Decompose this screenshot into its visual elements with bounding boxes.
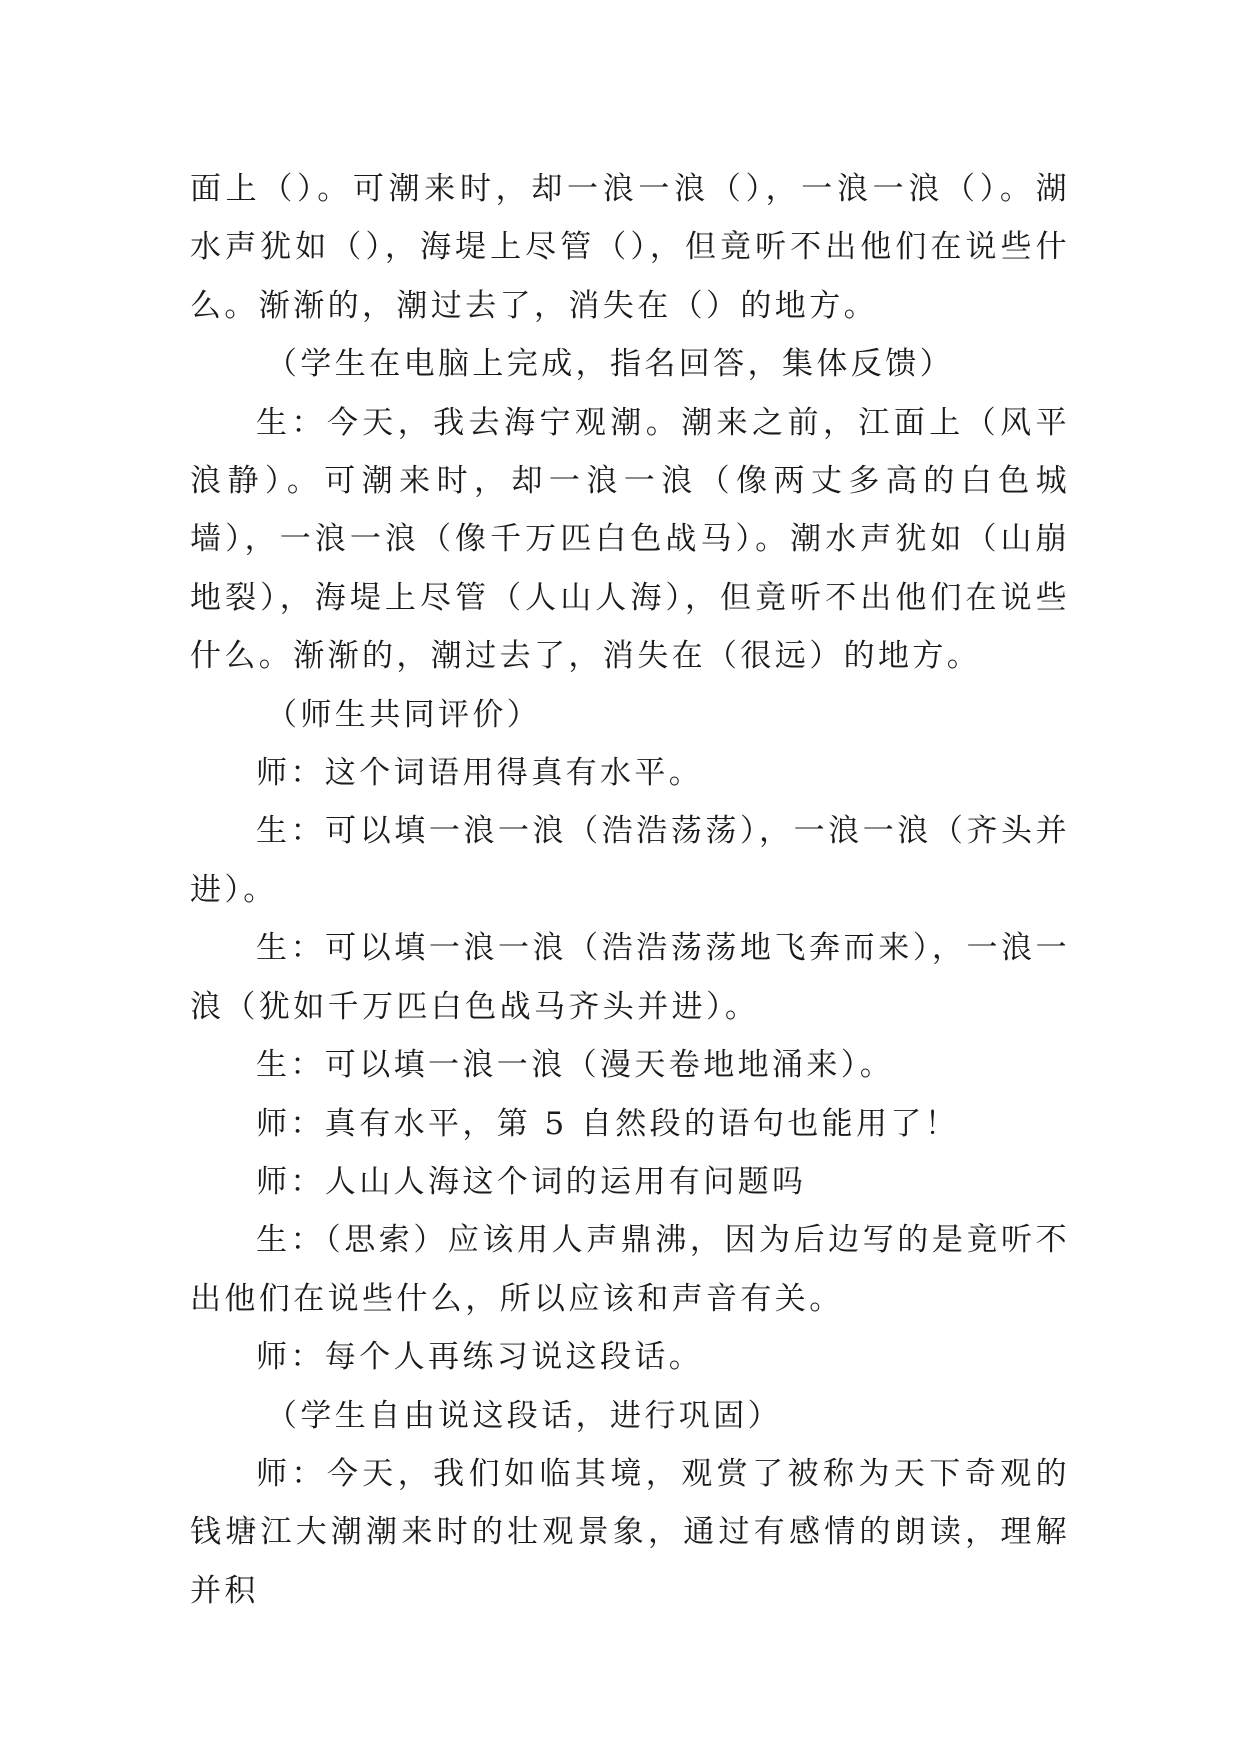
paragraph-teacher-summary: 师：今天，我们如临其境，观赏了被称为天下奇观的钱塘江大潮潮来时的壮观景象，通过有感情的朗读，理解并积: [190, 1455, 1070, 1609]
paragraph-fill-in-template: 面上（）。可潮来时，却一浪一浪（），一浪一浪（）。湖水声犹如（），海堤上尽管（），但竟听不出他们在说些什么。渐渐的，潮过去了，消失在（）的地方。: [190, 171, 1070, 324]
paragraph-student-answer-4: 生：可以填一浪一浪（漫天卷地地涌来）。: [256, 1047, 895, 1084]
paragraph-teacher-question: 师：人山人海这个词的运用有问题吗: [256, 1163, 807, 1200]
paragraph-note-evaluation: （师生共同评价）: [266, 696, 542, 733]
paragraph-teacher-comment: 师：真有水平，第 5 自然段的语句也能用了！: [256, 1105, 960, 1142]
paragraph-student-answer: 生：今天，我去海宁观潮。潮来之前，江面上（风平浪静）。可潮来时，却一浪一浪（像两丈多高的白色城墙），一浪一浪（像千万匹白色战马）。潮水声犹如（山崩地裂），海堤上尽管（人山人海），但竟听不出他们在说些什么。渐渐的，潮过去了，消失在（很远）的地方。: [190, 404, 1070, 675]
paragraph-student-answer-2: 生：可以填一浪一浪（浩浩荡荡），一浪一浪（齐头并进）。: [190, 813, 1070, 908]
paragraph-student-reflection: 生：（思索）应该用人声鼎沸，因为后边写的是竟听不出他们在说些什么，所以应该和声音有关。: [190, 1222, 1070, 1317]
paragraph-note-practice: （学生自由说这段话，进行巩固）: [266, 1397, 782, 1434]
paragraph-teacher-instruction: 师：每个人再练习说这段话。: [256, 1339, 704, 1376]
paragraph-note-student-feedback: （学生在电脑上完成，指名回答，集体反馈）: [266, 346, 954, 383]
paragraph-student-answer-3: 生：可以填一浪一浪（浩浩荡荡地飞奔而来），一浪一浪（犹如千万匹白色战马齐头并进）。: [190, 930, 1070, 1025]
document-body: [190, 160, 1070, 1620]
paragraph-teacher-praise: 师：这个词语用得真有水平。: [256, 755, 704, 792]
